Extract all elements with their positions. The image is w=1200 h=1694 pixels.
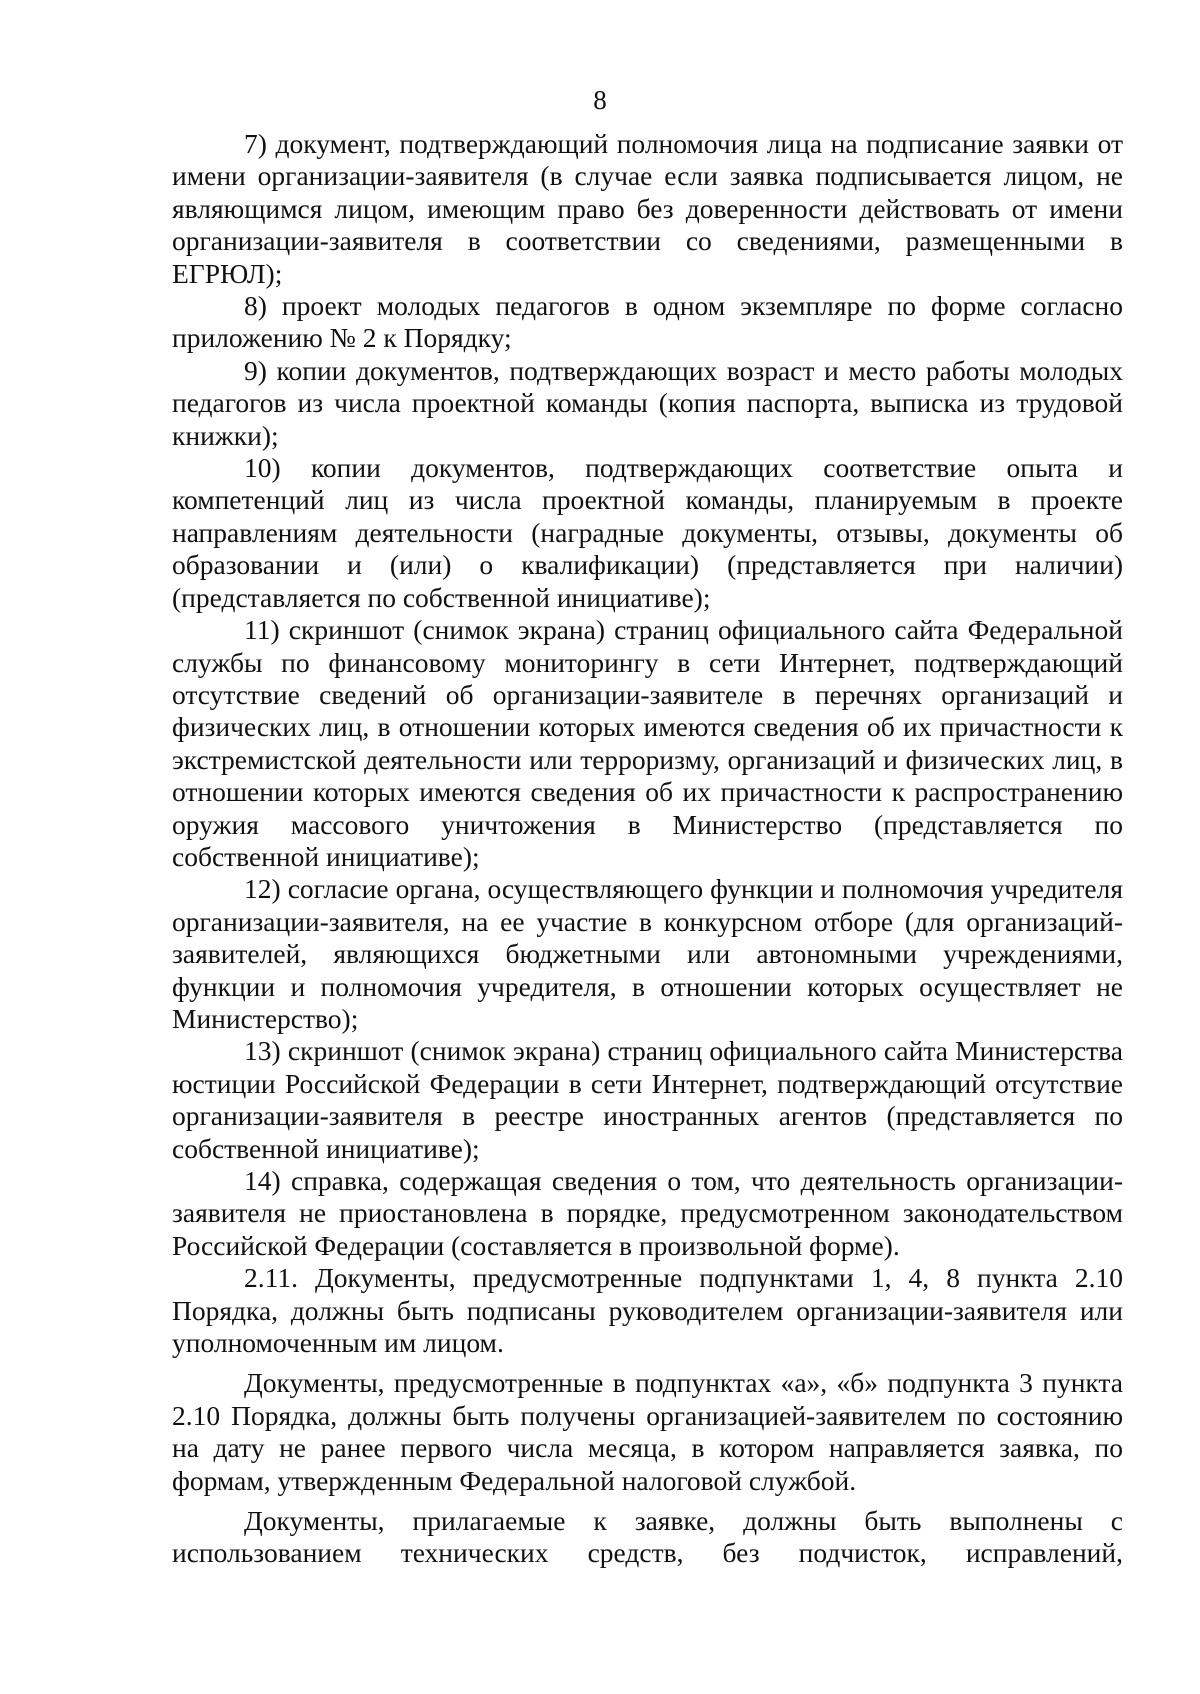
document-body xyxy=(172,128,1123,1570)
paragraph-item-8: 8) проект молодых педагогов в одном экземпляре по форме согласно приложению № 2 к Порядку; xyxy=(172,290,1123,354)
paragraph-item-14: 14) справка, содержащая сведения о том, что деятельность организации-заявителя не приостановлена в порядке, предусмотренном законодательством Российской Федерации (составляется в произвольной форме). xyxy=(172,1165,1123,1261)
paragraph-item-9: 9) копии документов, подтверждающих возраст и место работы молодых педагогов из числа проектной команды (копия паспорта, выписка из трудовой книжки); xyxy=(172,354,1123,451)
paragraph-item-7: 7) документ, подтверждающий полномочия лица на подписание заявки от имени организации-заявителя (в случае если заявка подписывается лицом, не являющимся лицом, имеющим право без доверенности действовать от имени организации-заявителя в соответствии со сведениями, размещенными в ЕГРЮЛ); xyxy=(172,128,1123,289)
paragraph-clause-2-11: 2.11. Документы, предусмотренные подпунктами 1, 4, 8 пункта 2.10 Порядка, должны быть подписаны руководителем организации-заявителя или уполномоченным им лицом. xyxy=(172,1262,1123,1359)
paragraph-item-10: 10) копии документов, подтверждающих соответствие опыта и компетенций лиц из числа проектной команды, планируемым в проекте направлениям деятельности (наградные документы, отзывы, документы об образовании и (или) о квалификации) (представляется при наличии) (представляется по собственной инициативе); xyxy=(172,452,1123,613)
paragraph-item-12: 12) согласие органа, осуществляющего функции и полномочия учредителя организации-заявителя, на ее участие в конкурсном отборе (для организаций-заявителей, являющихся бюджетными или автономными учреждениями, функции и полномочия учредителя, в отношении которых осуществляет не Министерство); xyxy=(172,873,1123,1034)
paragraph-documents-a-b: Документы, предусмотренные в подпунктах «а», «б» подпункта 3 пункта 2.10 Порядка, должны быть получены организацией-заявителем по состоянию на дату не ранее первого числа месяца, в котором направляется заявка, по формам, утвержденным Федеральной налоговой службой. xyxy=(172,1367,1123,1496)
page-number: 8 xyxy=(593,85,607,115)
paragraph-documents-format: Документы, прилагаемые к заявке, должны быть выполнены с использованием технических средств, без подчисток, исправлений, xyxy=(172,1505,1123,1569)
paragraph-item-11: 11) скриншот (снимок экрана) страниц официального сайта Федеральной службы по финансовому мониторингу в сети Интернет, подтверждающий отсутствие сведений об организации-заявителе в перечнях организаций и физических лиц, в отношении которых имеются сведения об их причастности к экстремистской деятельности или терроризму, организаций и физических лиц, в отношении которых имеются сведения об их причастности к распространению оружия массового уничтожения в Министерство (представляется по собственной инициативе); xyxy=(172,614,1123,872)
paragraph-item-13: 13) скриншот (снимок экрана) страниц официального сайта Министерства юстиции Российской Федерации в сети Интернет, подтверждающий отсутствие организации-заявителя в реестре иностранных агентов (представляется по собственной инициативе); xyxy=(172,1035,1123,1164)
